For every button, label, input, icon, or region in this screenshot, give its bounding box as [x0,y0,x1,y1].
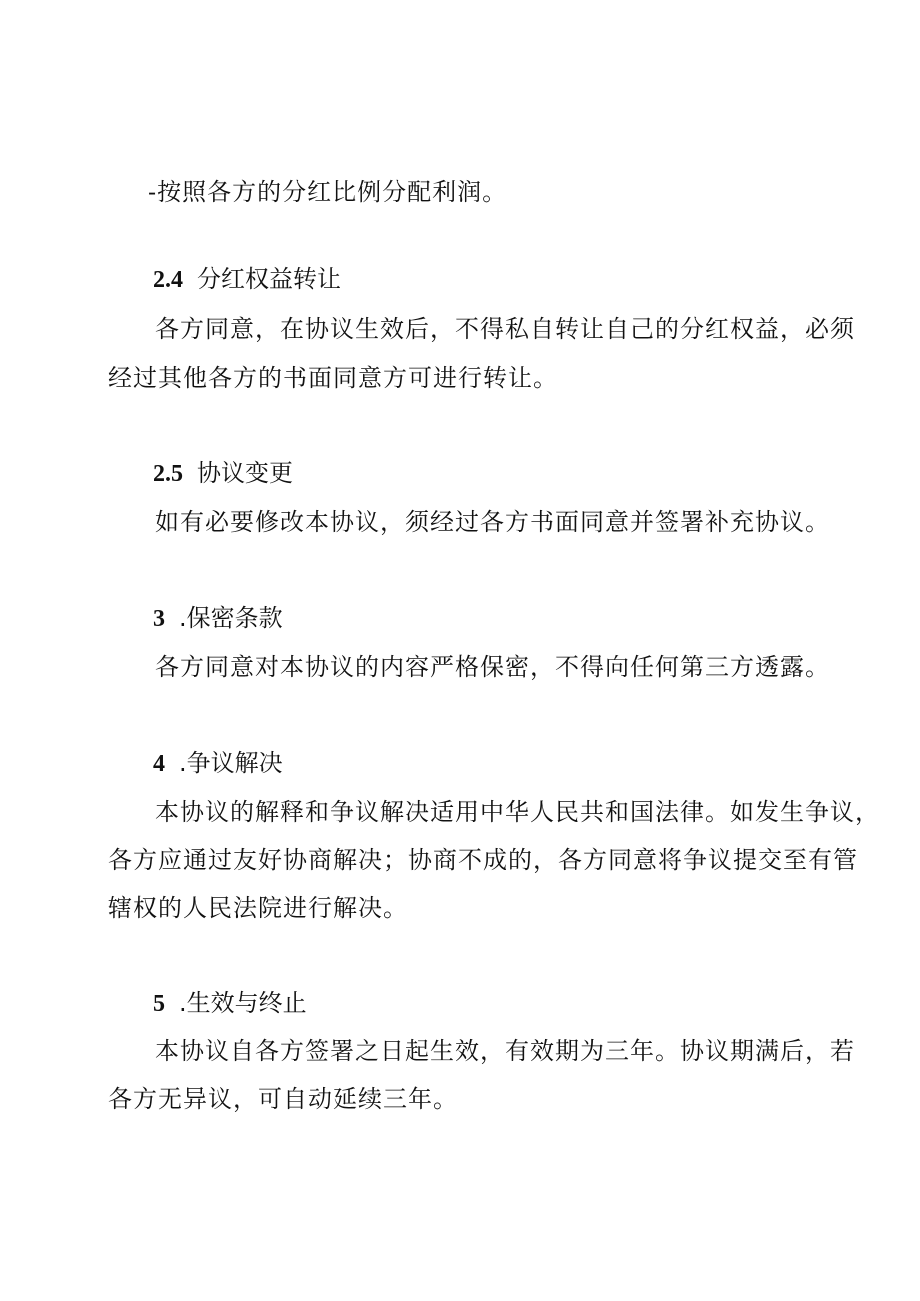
section-heading-2-4 [153,264,341,295]
section-title: .生效与终止 [179,989,307,1017]
paragraph-line: 本协议的解释和争议解决适用中华人民共和国法律。如发生争议， [155,798,880,826]
section-title: 协议变更 [197,459,293,487]
paragraph-line: -按照各方的分红比例分配利润。 [148,178,508,206]
paragraph-line: 各方应通过友好协商解决；协商不成的，各方同意将争议提交至有管 [108,846,858,874]
section-heading-3 [153,603,283,634]
paragraph-line: 各方同意对本协议的内容严格保密，不得向任何第三方透露。 [155,653,830,681]
section-number: 5 [153,991,165,1017]
section-number: 4 [153,751,165,777]
section-title: .保密条款 [179,604,283,632]
section-number: 2.5 [153,461,183,487]
paragraph-line: 辖权的人民法院进行解决。 [108,894,408,922]
section-number: 2.4 [153,267,183,293]
paragraph-line: 经过其他各方的书面同意方可进行转让。 [108,364,558,392]
paragraph-line: 各方无异议，可自动延续三年。 [108,1085,458,1113]
paragraph-line: 本协议自各方签署之日起生效，有效期为三年。协议期满后，若 [155,1037,855,1065]
paragraph-line: 如有必要修改本协议，须经过各方书面同意并签署补充协议。 [155,508,830,536]
section-heading-4 [153,748,283,779]
section-title: .争议解决 [179,749,283,777]
section-heading-5 [153,988,307,1019]
section-heading-2-5 [153,458,293,489]
paragraph-line: 各方同意，在协议生效后，不得私自转让自己的分红权益，必须 [155,315,855,343]
section-number: 3 [153,606,165,632]
section-title: 分红权益转让 [197,265,341,293]
